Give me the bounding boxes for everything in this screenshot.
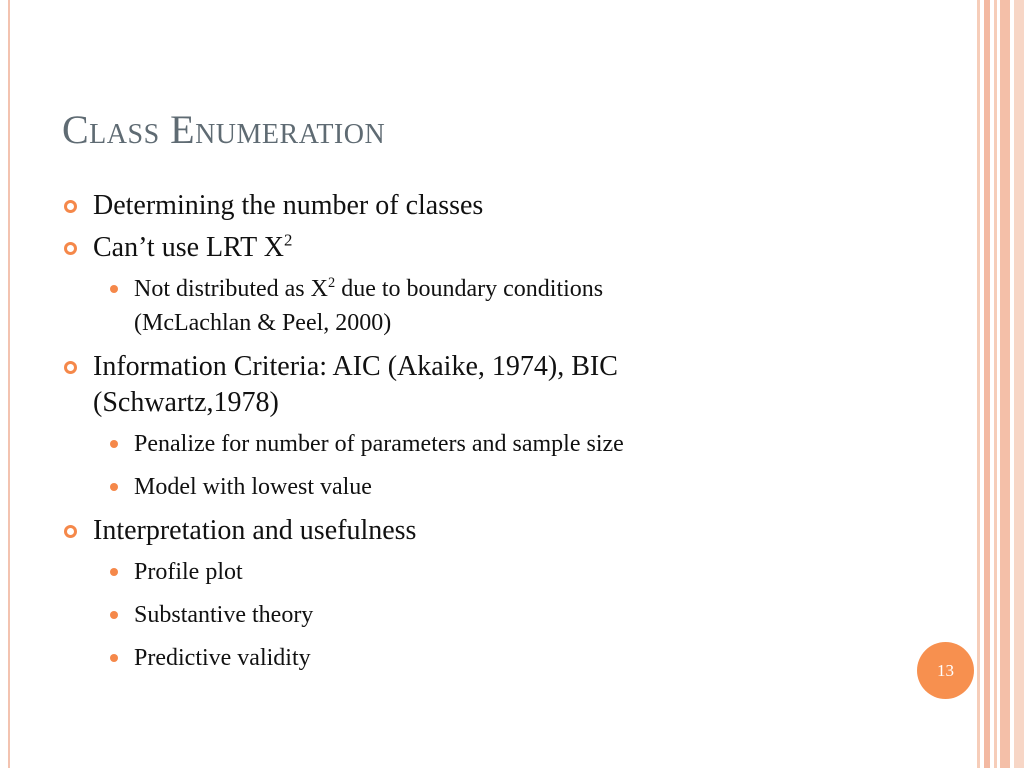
bullet-text: Interpretation and usefulness — [93, 515, 417, 546]
sub-bullet-item — [110, 641, 864, 675]
sub-bullet-text: Predictive validity — [134, 645, 311, 671]
bullet-item — [64, 230, 864, 266]
right-stripe — [984, 0, 990, 768]
bullet-text: Determining the number of classes — [93, 190, 484, 221]
sub-bullet-item — [110, 555, 864, 589]
sub-bullet-text: (McLachlan & Peel, 2000) — [134, 310, 392, 336]
sub-bullet-item — [110, 272, 864, 340]
right-stripe — [977, 0, 980, 768]
bullet-text: (Schwartz,1978) — [93, 387, 279, 418]
sub-bullet-item — [110, 470, 864, 504]
sub-bullet-text: Model with lowest value — [134, 474, 372, 500]
right-stripe — [1000, 0, 1010, 768]
superscript: 2 — [327, 275, 336, 291]
slide-title: Class Enumeration — [62, 107, 386, 152]
bullet-item — [64, 349, 864, 421]
sub-bullet-text: Not distributed as X — [134, 276, 328, 302]
bullet-list — [64, 188, 864, 684]
bullet-ring-icon — [64, 361, 77, 374]
bullet-ring-icon — [64, 242, 77, 255]
bullet-dot-icon — [110, 483, 118, 491]
bullet-dot-icon — [110, 568, 118, 576]
sub-bullet-item — [110, 427, 864, 461]
sub-bullet-text: Profile plot — [134, 559, 243, 585]
bullet-dot-icon — [110, 440, 118, 448]
bullet-dot-icon — [110, 654, 118, 662]
left-border-line — [8, 0, 10, 768]
bullet-ring-icon — [64, 200, 77, 213]
bullet-ring-icon — [64, 525, 77, 538]
bullet-item — [64, 513, 864, 549]
sub-bullet-item — [110, 598, 864, 632]
sub-bullet-line — [134, 272, 864, 306]
bullet-dot-icon — [110, 285, 118, 293]
bullet-dot-icon — [110, 611, 118, 619]
right-stripe — [994, 0, 997, 768]
right-stripe — [1014, 0, 1024, 768]
page-number-badge: 13 — [917, 642, 974, 699]
sub-bullet-text: Penalize for number of parameters and sample size — [134, 431, 624, 457]
superscript: 2 — [283, 230, 293, 250]
sub-bullet-text: Substantive theory — [134, 602, 314, 628]
bullet-item — [64, 188, 864, 224]
bullet-text: Can’t use LRT X — [93, 232, 284, 263]
bullet-text: Information Criteria: AIC (Akaike, 1974), BIC — [93, 351, 618, 382]
sub-bullet-text: due to boundary conditions — [335, 276, 604, 302]
